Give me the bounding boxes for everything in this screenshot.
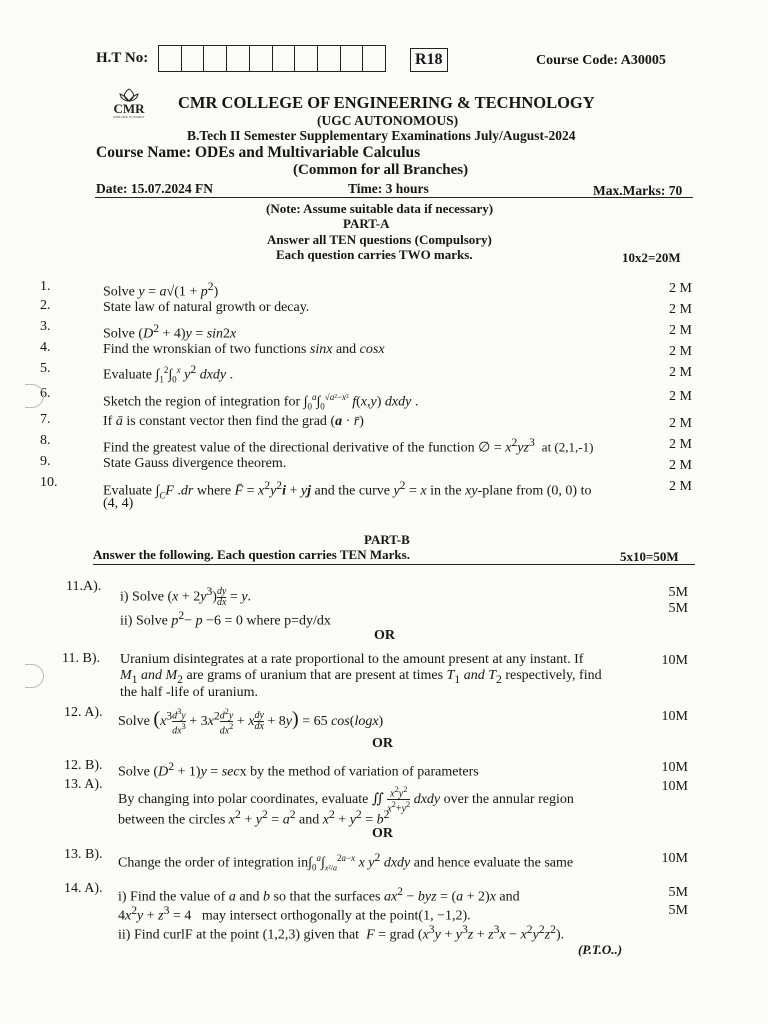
- part-a-instruction-1: Answer all TEN questions (Compulsory): [267, 232, 492, 247]
- question-number: 4.: [40, 340, 51, 355]
- part-b-title: PART-B: [364, 532, 410, 547]
- punch-hole: [25, 384, 44, 408]
- question-number: 7.: [40, 412, 51, 427]
- question-number: 1.: [40, 279, 51, 294]
- question-9: State Gauss divergence theorem.: [103, 456, 287, 471]
- exam-title: B.Tech II Semester Supplementary Examinations July/August-2024: [187, 128, 576, 143]
- question-10: Evaluate $\int_CF$ .dr where F̄ = $x^2y^2i$ + yj and the curve $y^2 = x$ in the xy-plane from (0, 0) to: [103, 479, 592, 501]
- question-number: 5.: [40, 361, 51, 376]
- question-marks: 2 M: [669, 365, 692, 380]
- or-separator: OR: [372, 736, 393, 751]
- branches-label: (Common for all Branches): [293, 162, 469, 178]
- part-a-title: PART-A: [343, 216, 390, 231]
- max-marks: Max.Marks: 70: [593, 183, 683, 198]
- question-number: 11. B).: [62, 651, 100, 666]
- question-marks: 2 M: [669, 302, 692, 317]
- question-14a-ii: ii) Find curlF at the point (1,2,3) given that F = grad $(x^3y + y^3z + z^3x - x^2y^2z^2)$.: [118, 923, 565, 943]
- question-11b-line-2: $M_1$ and $M_2$ are grams of uranium that are present at times $T_1$ and $T_2$ respectively, find: [120, 668, 602, 686]
- question-5: Evaluate $\int_1^2\int_0^x$ $y^2$ dxdy .: [103, 363, 234, 385]
- regulation-box: R18: [410, 48, 448, 72]
- header-rule: [95, 197, 693, 198]
- question-number: 9.: [40, 454, 51, 469]
- question-11a-ii: ii) Solve $p^2- p -6 = 0$ where p=dy/dx: [120, 609, 331, 629]
- question-6: Sketch the region of integration for $\int_0^a\int_0^{√a^2-x^2}$ f(x,y) dxdy .: [103, 392, 419, 412]
- question-12a: Solve ($x^3d^3y$ $dx^3$ + $3x^2d^2y$ $dx^2$ + $x\frac{dy}{dx}$ + 8y) = 65 cos(logx): [118, 707, 384, 737]
- course-name: Course Name: ODEs and Multivariable Calculus: [96, 144, 421, 161]
- question-marks: 2 M: [669, 323, 692, 338]
- question-marks: 10M: [661, 653, 688, 668]
- question-1: Solve $y = a√(1 + p^2)$: [103, 280, 219, 300]
- part-b-marks-total: 5x10=50M: [620, 549, 679, 564]
- part-a-marks-total: 10x2=20M: [622, 250, 681, 265]
- question-11b-line-1: Uranium disintegrates at a rate proportional to the amount present at any instant. If: [120, 652, 584, 667]
- ht-number-label: H.T No:: [96, 50, 149, 66]
- question-3: Solve $(D^2 + 4)y = \sin 2x$: [103, 322, 237, 342]
- question-number: 13. A).: [64, 777, 103, 792]
- question-marks: 2 M: [669, 479, 692, 494]
- punch-hole: [25, 664, 44, 688]
- question-marks: 2 M: [669, 389, 692, 404]
- question-marks: 10M: [661, 760, 688, 775]
- question-14a-i-line-1: i) Find the value of a and b so that the surfaces $ax^2$ − byz = (a + 2)x and: [118, 885, 520, 905]
- part-a-instruction-2: Each question carries TWO marks.: [276, 247, 473, 262]
- question-14a-i-line-2: $4x^2y + z^3 = 4$ may intersect orthogonally at the point(1, −1,2).: [118, 904, 471, 924]
- question-12b: Solve $(D^2 + 1)y = \sec x$ by the method of variation of parameters: [118, 760, 479, 780]
- question-number: 11.A).: [66, 579, 102, 594]
- question-7: If ā is constant vector then find the grad (a · r̄): [103, 414, 364, 429]
- question-marks: 5M: [668, 885, 688, 900]
- ht-number-boxes: [158, 45, 386, 72]
- course-code: Course Code: A30005: [536, 53, 666, 68]
- question-13a-line-2: between the circles $x^2 + y^2 = a^2$ and $x^2 + y^2 = b^2$: [118, 808, 390, 828]
- question-marks: 5M: [668, 601, 688, 616]
- question-marks: 2 M: [669, 281, 692, 296]
- part-b-instruction: Answer the following. Each question carries TEN Marks.: [93, 547, 410, 562]
- note: (Note: Assume suitable data if necessary): [266, 201, 494, 216]
- college-name: CMR COLLEGE OF ENGINEERING & TECHNOLOGY: [178, 93, 595, 112]
- question-2: State law of natural growth or decay.: [103, 300, 310, 315]
- question-number: 2.: [40, 298, 51, 313]
- logo-text: CMR: [113, 101, 145, 116]
- question-number: 10.: [40, 475, 58, 490]
- question-marks: 10M: [661, 709, 688, 724]
- question-number: 13. B).: [64, 847, 103, 862]
- question-marks: 2 M: [669, 437, 692, 452]
- question-marks: 10M: [661, 779, 688, 794]
- question-13a-line-1: By changing into polar coordinates, evaluate ∬ $x^2y^2$ $x^2+y^2$ dxdy over the annular region: [118, 785, 574, 815]
- question-number: 8.: [40, 433, 51, 448]
- question-11b-line-3: the half -life of uranium.: [120, 685, 259, 700]
- question-8: Find the greatest value of the directional derivative of the function ∅ = $x^2yz^3$ at (2,1,-1): [103, 436, 594, 456]
- logo-subtext: EXPLORE TO INVENT: [113, 115, 145, 119]
- part-b-rule: [93, 564, 695, 565]
- question-13b: Change the order of integration $in\int_0^a\int_{x^2/a}^{2a-x}$ x $y^2$ dxdy and hence evaluate the same: [118, 851, 574, 873]
- question-marks: 5M: [668, 585, 688, 600]
- autonomous-label: (UGC AUTONOMOUS): [317, 113, 459, 128]
- or-separator: OR: [372, 826, 393, 841]
- question-4: Find the wronskian of two functions sinx and cosx: [103, 342, 385, 357]
- college-logo: [99, 87, 159, 119]
- question-marks: 5M: [668, 903, 688, 918]
- question-number: 14. A).: [64, 881, 103, 896]
- question-marks: 2 M: [669, 344, 692, 359]
- question-10-continued: (4, 4): [103, 496, 134, 511]
- question-number: 12. A).: [64, 705, 103, 720]
- question-number: 6.: [40, 386, 51, 401]
- exam-date: Date: 15.07.2024 FN: [96, 181, 213, 196]
- or-separator: OR: [374, 628, 395, 643]
- exam-duration: Time: 3 hours: [348, 181, 429, 196]
- question-marks: 2 M: [669, 458, 692, 473]
- question-marks: 10M: [661, 851, 688, 866]
- please-turn-over: (P.T.O..): [578, 942, 623, 957]
- question-number: 3.: [40, 319, 51, 334]
- question-11a-i: i) Solve $(x + 2y^3)\frac{dy}{dx}$ = y.: [120, 585, 252, 608]
- question-marks: 2 M: [669, 416, 692, 431]
- question-number: 12. B).: [64, 758, 103, 773]
